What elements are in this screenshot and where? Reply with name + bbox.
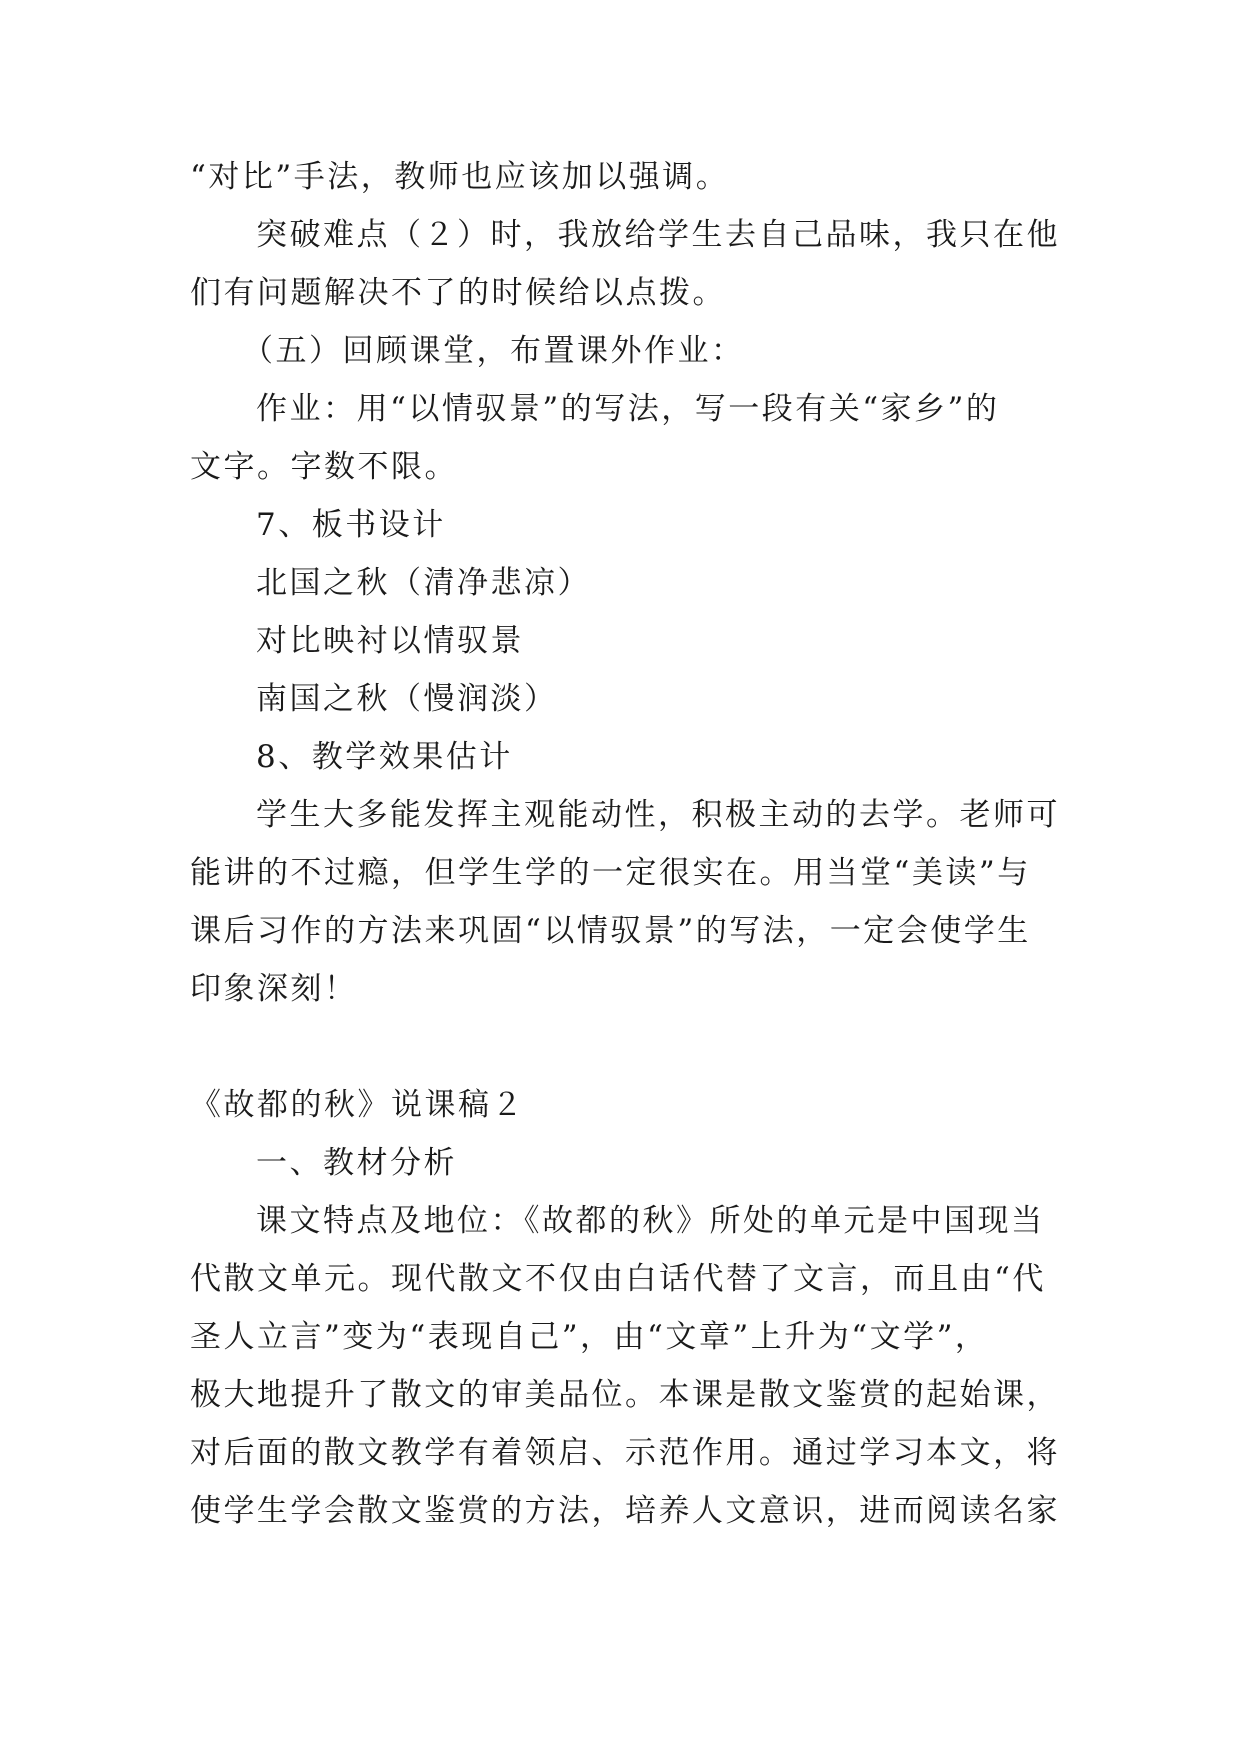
- text-line: 对比映衬以情驭景: [256, 623, 524, 659]
- text-line: 印象深刻！: [190, 971, 358, 1007]
- text-line: 北国之秋（清净悲凉）: [256, 565, 591, 601]
- text-line: 课文特点及地位：《故都的秋》所处的单元是中国现当: [256, 1203, 1045, 1239]
- text-line: 突破难点（２）时，我放给学生去自己品味，我只在他: [256, 217, 1060, 253]
- text-line: 课后习作的方法来巩固“以情驭景”的写法，一定会使学生: [190, 913, 1031, 949]
- text-line: 作业：用“以情驭景”的写法，写一段有关“家乡”的: [256, 391, 1000, 427]
- section-heading: 7、板书设计: [256, 507, 446, 543]
- text-line: 能讲的不过瘾，但学生学的一定很实在。用当堂“美读”与: [190, 855, 1031, 891]
- section-heading: 8、教学效果估计: [256, 739, 513, 775]
- text-line: 圣人立言”变为“表现自己”，由“文章”上升为“文学”，: [190, 1319, 989, 1355]
- text-line: 南国之秋（慢润淡）: [256, 681, 558, 717]
- text-line: 学生大多能发挥主观能动性，积极主动的去学。老师可: [256, 797, 1060, 833]
- section-heading: （五）回顾课堂，布置课外作业：: [242, 333, 745, 369]
- document-title: 《故都的秋》说课稿２: [190, 1087, 525, 1123]
- text-line: 代散文单元。现代散文不仅由白话代替了文言，而且由“代: [190, 1261, 1046, 1297]
- text-line: 极大地提升了散文的审美品位。本课是散文鉴赏的起始课，: [190, 1377, 1060, 1413]
- text-line: 使学生学会散文鉴赏的方法，培养人文意识，进而阅读名家: [190, 1493, 1060, 1529]
- section-heading: 一、教材分析: [256, 1145, 457, 1181]
- text-line: 文字。字数不限。: [190, 449, 458, 485]
- text-line: 们有问题解决不了的时候给以点拨。: [190, 275, 726, 311]
- text-line: “对比”手法，教师也应该加以强调。: [190, 159, 730, 195]
- text-line: 对后面的散文教学有着领启、示范作用。通过学习本文，将: [190, 1435, 1060, 1471]
